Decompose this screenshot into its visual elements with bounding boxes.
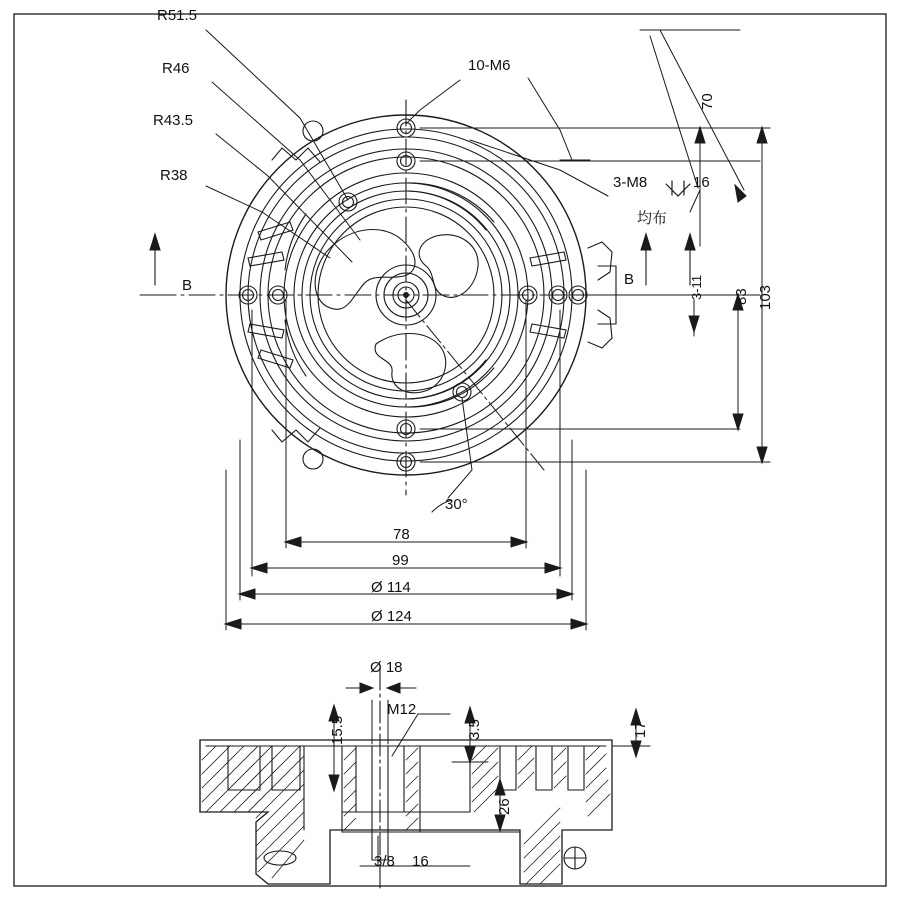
label-124: Ø 124 xyxy=(371,608,412,625)
recess-5 xyxy=(568,746,584,790)
leader-r515 xyxy=(206,30,348,200)
label-r43-5: R43.5 xyxy=(153,112,194,129)
label-3-11: 3-11 xyxy=(689,274,704,300)
label-10-m6: 10-M6 xyxy=(468,57,511,74)
label-m12: M12 xyxy=(387,701,417,718)
radius-leaders xyxy=(206,30,360,262)
leader-m8-e xyxy=(660,30,744,190)
label-equal-spacing: 均布 xyxy=(637,210,668,227)
label-103: 103 xyxy=(757,284,774,310)
arrow-m8 xyxy=(735,185,746,202)
label-thread-3-8: 3/8 xyxy=(374,853,395,870)
label-r51-5: R51.5 xyxy=(157,7,198,24)
foot-slot xyxy=(264,851,296,865)
rim-notch-tl xyxy=(272,148,320,162)
label-angle-30: 30° xyxy=(445,496,468,513)
rim-notch-bl xyxy=(272,428,320,442)
arc-slot-1 xyxy=(406,183,494,222)
leader-30deg xyxy=(448,398,472,498)
curved-slot-2 xyxy=(419,235,478,298)
hatch-center xyxy=(344,748,418,830)
label-15-5: 15.5 xyxy=(329,715,346,745)
label-r46: R46 xyxy=(162,60,190,77)
label-114: Ø 114 xyxy=(371,579,411,596)
arc-slot-3 xyxy=(406,368,494,407)
label-3-5: 3.5 xyxy=(466,719,483,740)
label-m8-depth: 16 xyxy=(693,174,710,191)
label-99: 99 xyxy=(392,552,409,569)
curved-slot-3 xyxy=(375,334,446,393)
top-view-group xyxy=(140,100,695,495)
recess-1 xyxy=(228,746,260,790)
m8-leaders xyxy=(470,30,746,246)
hole-m8-3 xyxy=(303,121,323,141)
datum-b-right xyxy=(630,234,664,295)
label-17: 17 xyxy=(632,721,649,738)
m6-leaders xyxy=(406,78,590,160)
label-r38: R38 xyxy=(160,167,188,184)
sheet-border xyxy=(14,14,886,886)
label-26: 26 xyxy=(496,798,513,815)
leader-m8-d xyxy=(650,36,698,188)
recess-4 xyxy=(536,746,552,790)
hole-m8-4 xyxy=(303,449,323,469)
angle-ray xyxy=(406,300,544,470)
label-18: Ø 18 xyxy=(370,659,403,676)
label-83: 83 xyxy=(733,288,750,305)
leader-m6-b xyxy=(528,78,572,160)
datum-b-left xyxy=(140,234,175,295)
label-78: 78 xyxy=(393,526,410,543)
arc-slot-2 xyxy=(406,191,486,230)
label-datum-b-left: B xyxy=(182,277,193,294)
hatch-right xyxy=(472,746,610,884)
recess-3 xyxy=(500,746,516,790)
rim-lug-top-right xyxy=(588,242,612,280)
label-thread-3-8-depth: 16 xyxy=(412,853,429,870)
rim-lug-bottom-right xyxy=(588,310,612,348)
section-dimensions xyxy=(329,683,650,866)
leader-m8-a xyxy=(470,140,608,196)
curved-slot-1 xyxy=(315,230,415,310)
label-70: 70 xyxy=(699,93,716,110)
label-3-m8: 3-M8 xyxy=(613,174,648,191)
depth-symbol-m8 xyxy=(666,181,690,196)
leader-m12-2 xyxy=(392,714,418,756)
label-datum-b-right: B xyxy=(624,271,635,288)
